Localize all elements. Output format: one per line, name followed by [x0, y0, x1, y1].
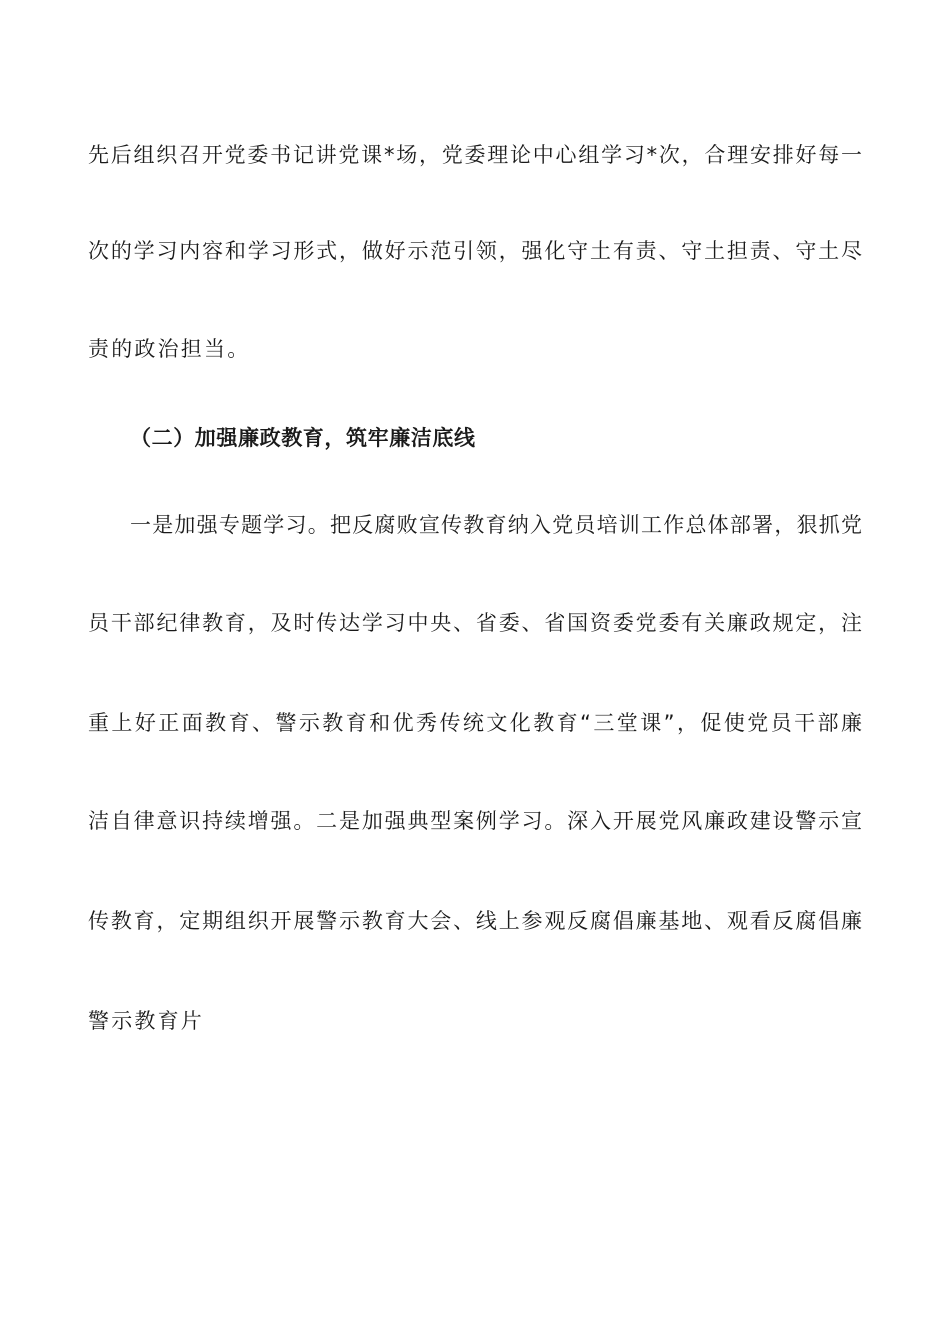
paragraph-1-line-1: 先后组织召开党委书记讲党课*场，党委理论中心组学习*次，合理安排好每一 — [88, 143, 862, 167]
paragraph-2-line-4: 洁自律意识持续增强。二是加强典型案例学习。深入开展党风廉政建设警示宣 — [88, 809, 862, 833]
paragraph-2-line-6: 警示教育片 — [88, 1009, 204, 1033]
section-heading: （二）加强廉政教育，筑牢廉洁底线 — [130, 426, 476, 450]
paragraph-2-line-1: 一是加强专题学习。把反腐败宣传教育纳入党员培训工作总体部署，狠抓党 — [130, 513, 862, 537]
paragraph-2-line-2: 员干部纪律教育，及时传达学习中央、省委、省国资委党委有关廉政规定，注 — [88, 611, 862, 635]
paragraph-2-line-5: 传教育，定期组织开展警示教育大会、线上参观反腐倡廉基地、观看反腐倡廉 — [88, 909, 862, 933]
paragraph-1-line-3: 责的政治担当。 — [88, 337, 251, 361]
paragraph-2-line-3: 重上好正面教育、警示教育和优秀传统文化教育“三堂课”，促使党员干部廉 — [88, 711, 862, 735]
paragraph-1-line-2: 次的学习内容和学习形式，做好示范引领，强化守土有责、守土担责、守土尽 — [88, 239, 862, 263]
